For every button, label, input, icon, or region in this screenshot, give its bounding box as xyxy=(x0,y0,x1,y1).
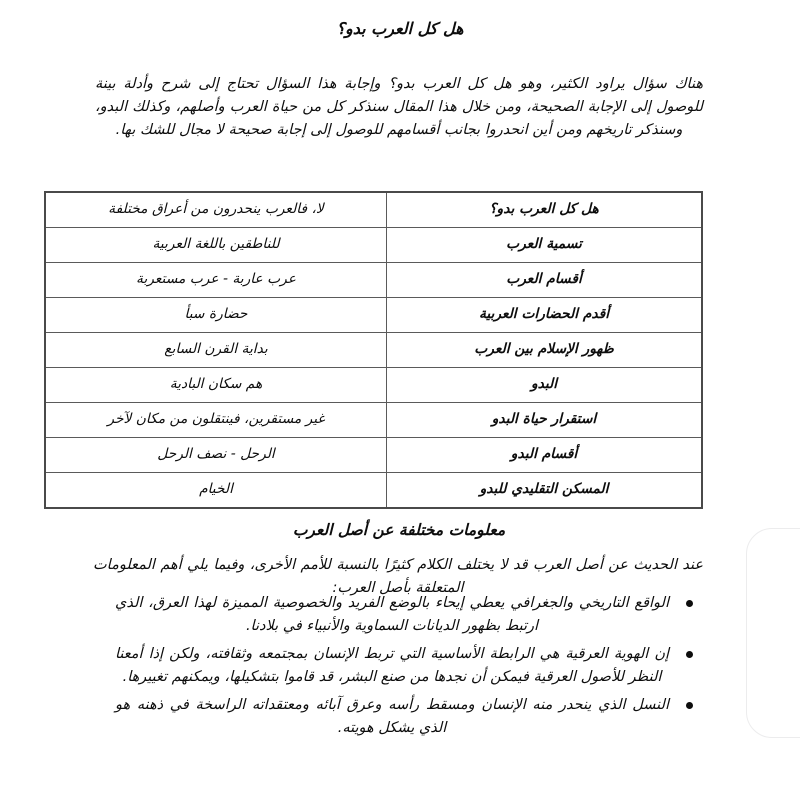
table-cell-label: تسمية العرب xyxy=(387,228,703,263)
table-cell-label: ظهور الإسلام بين العرب xyxy=(387,333,703,368)
summary-table xyxy=(44,191,703,509)
list-item-text: الواقع التاريخي والجغرافي يعطي إيحاء بالوضع الفريد والخصوصية المميزة لهذا العرق، الذي ارتبط بظهور الديانات السماوية والأنبياء في بلادنا. xyxy=(115,595,669,634)
table-row xyxy=(45,192,702,228)
table-row xyxy=(45,228,702,263)
table-cell-label: أقسام العرب xyxy=(387,263,703,298)
table-row xyxy=(45,368,702,403)
table-row xyxy=(45,263,702,298)
table-cell-value: غير مستقرين، فينتقلون من مكان لآخر xyxy=(45,403,387,438)
summary-table-body xyxy=(45,192,702,508)
table-cell-value: لا، فالعرب ينحدرون من أعراق مختلفة xyxy=(45,192,387,228)
bullet-dot-icon xyxy=(686,600,693,607)
section-heading: معلومات مختلفة عن أصل العرب xyxy=(292,520,506,539)
bullet-dot-icon xyxy=(686,651,693,658)
table-row xyxy=(45,298,702,333)
list-item xyxy=(93,694,703,740)
table-row xyxy=(45,403,702,438)
list-item-text: النسل الذي ينحدر منه الإنسان ومسقط رأسه وعرق آبائه ومعتقداته الراسخة في ذهنه هو الذي يشكل هويته. xyxy=(115,696,669,736)
table-row xyxy=(45,333,702,368)
table-cell-value: حضارة سبأ xyxy=(45,298,387,333)
table-cell-label: هل كل العرب بدو؟ xyxy=(387,192,703,228)
table-cell-label: البدو xyxy=(387,368,703,403)
table-cell-label: استقرار حياة البدو xyxy=(387,403,703,438)
table-cell-label: المسكن التقليدي للبدو xyxy=(387,473,703,509)
table-cell-value: الرحل - نصف الرحل xyxy=(45,438,387,473)
table-row xyxy=(45,438,702,473)
table-cell-label: أقسام البدو xyxy=(387,438,703,473)
list-item xyxy=(93,643,703,689)
list-item xyxy=(93,592,703,638)
table-cell-value: للناطقين باللغة العربية xyxy=(45,228,387,263)
page-title: هل كل العرب بدو؟ xyxy=(336,18,464,38)
table-row xyxy=(45,473,702,509)
bullet-dot-icon xyxy=(686,702,693,709)
list-item-text: إن الهوية العرقية هي الرابطة الأساسية التي تربط الإنسان بمجتمعه وثقافته، ولكن إذا أمعنا النظر للأصول العرقية فيمكن أن نجدها من صنع البشر، قد قاموا بتشكيلها، ويمكنهم تغييرها. xyxy=(115,645,669,685)
table-cell-value: الخيام xyxy=(45,473,387,509)
intro-paragraph: هناك سؤال يراود الكثير، وهو هل كل العرب بدو؟ وإجابة هذا السؤال تحتاج إلى شرح وأدلة بينة للوصول إلى الإجابة الصحيحة، ومن خلال هذا المقال سنذكر كل من حياة العرب وأصلهم، وكذلك البدو، وسنذكر تاريخهم ومن أين انحدروا بجانب أقسامهم للوصول إلى إجابة صحيحة لا مجال للشك بها. xyxy=(95,75,703,139)
section-intro-paragraph: عند الحديث عن أصل العرب قد لا يختلف الكلام كثيرًا بالنسبة للأمم الأخرى، وفيما يلي أهم المعلومات المتعلقة بأصل العرب: xyxy=(93,556,703,596)
table-cell-label: أقدم الحضارات العربية xyxy=(387,298,703,333)
page-edge-artifact xyxy=(746,528,800,738)
info-bullet-list xyxy=(93,592,703,744)
table-cell-value: هم سكان البادية xyxy=(45,368,387,403)
table-cell-value: عرب عاربة - عرب مستعربة xyxy=(45,263,387,298)
table-cell-value: بداية القرن السابع xyxy=(45,333,387,368)
